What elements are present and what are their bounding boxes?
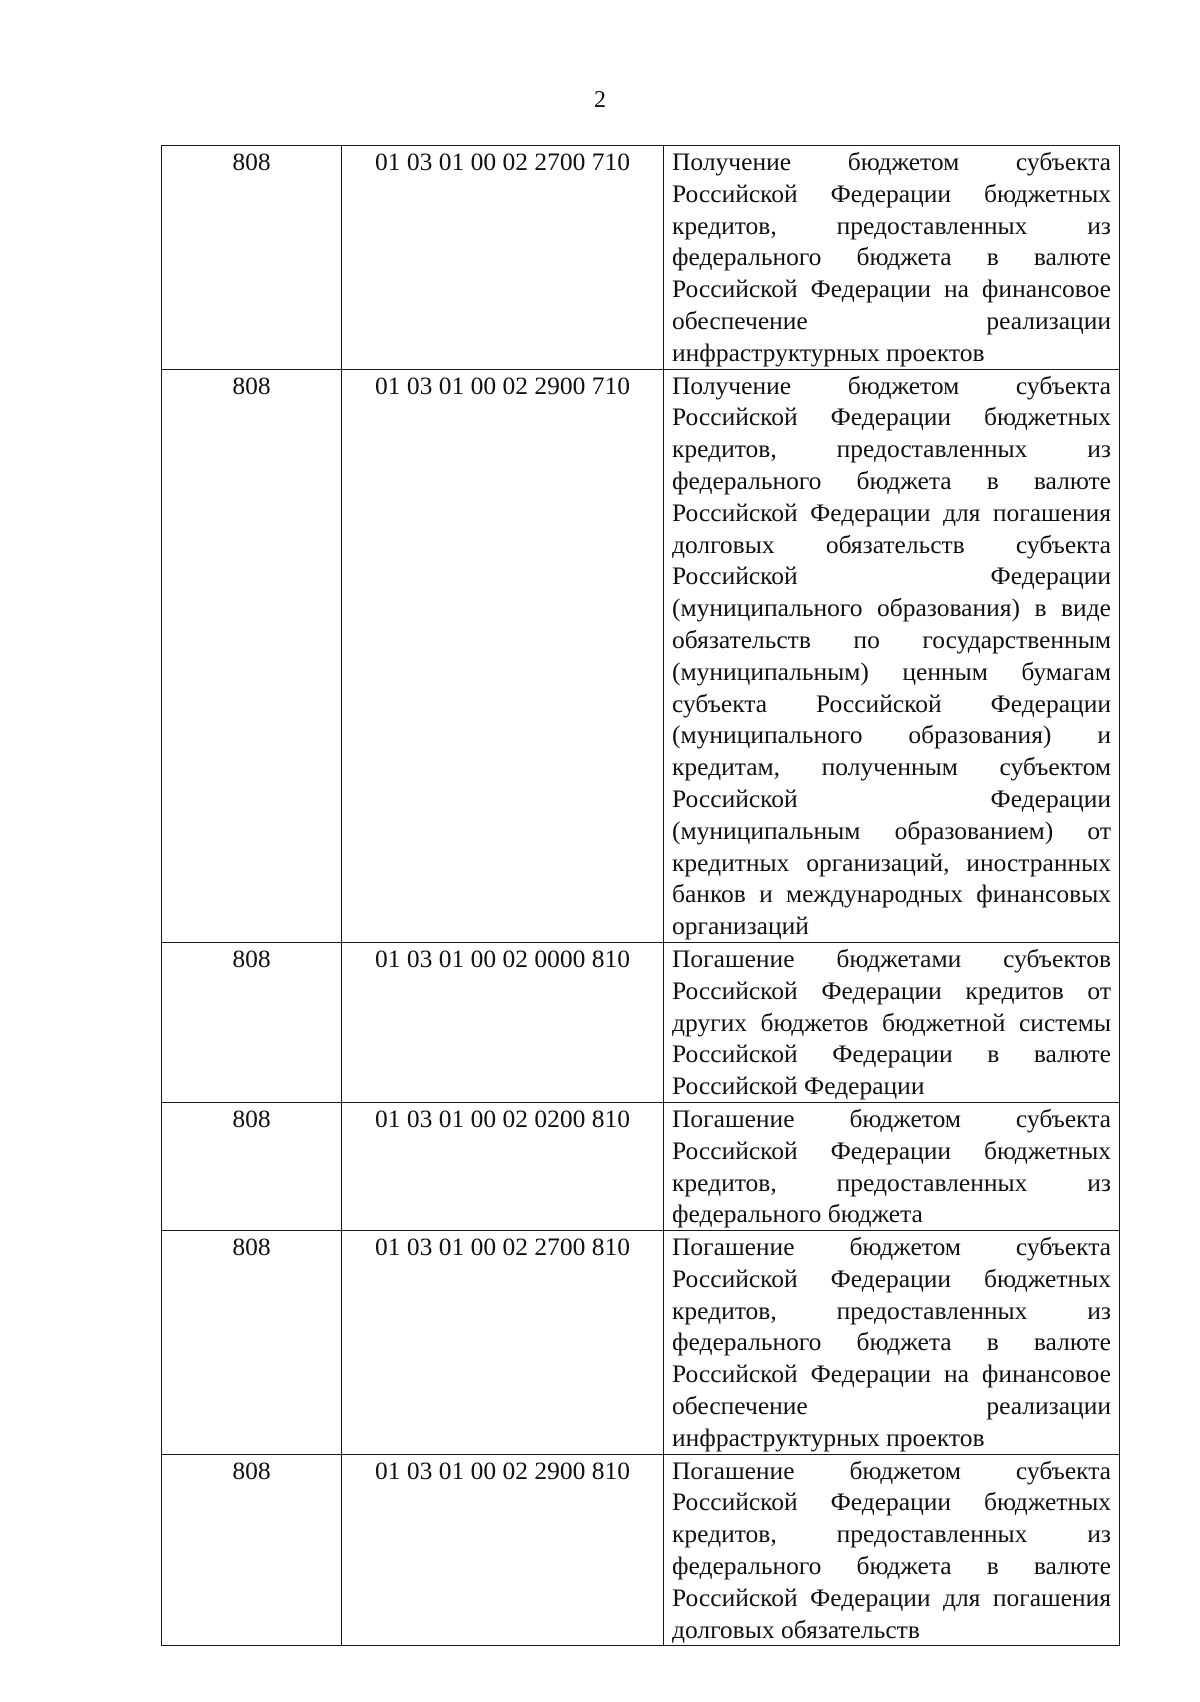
description-cell: Получение бюджетом субъекта Российской Федерации бюджетных кредитов, предоставленных из федерального бюджета в валюте Российской Федерации для погашения долговых обязательств субъекта Российской Федерации (муниципального образования) в виде обязательств по государственным (муниципальным) ценным бумагам субъекта Российской Федерации (муниципального образования) и кредитам, полученным субъектом Российской Федерации (муниципальным образованием) от кредитных организаций, иностранных банков и международных финансовых организаций: [664, 369, 1120, 942]
description-cell: Погашение бюджетом субъекта Российской Федерации бюджетных кредитов, предоставленных из федерального бюджета в валюте Российской Федерации на финансовое обеспечение реализации инфраструктурных проектов: [664, 1231, 1120, 1455]
description-cell: Погашение бюджетами субъектов Российской Федерации кредитов от других бюджетов бюджетной системы Российской Федерации в валюте Российской Федерации: [664, 942, 1120, 1102]
admin-code-cell: 808: [162, 942, 342, 1102]
admin-code-cell: 808: [162, 1231, 342, 1455]
description-cell: Погашение бюджетом субъекта Российской Федерации бюджетных кредитов, предоставленных из федерального бюджета в валюте Российской Федерации для погашения долговых обязательств: [664, 1454, 1120, 1646]
admin-code-cell: 808: [162, 1102, 342, 1230]
table-row: [162, 942, 1120, 1102]
budget-codes-table: [161, 145, 1120, 1646]
description-cell: Погашение бюджетом субъекта Российской Федерации бюджетных кредитов, предоставленных из федерального бюджета: [664, 1102, 1120, 1230]
table-row: [162, 1102, 1120, 1230]
table-row: [162, 146, 1120, 370]
admin-code-cell: 808: [162, 146, 342, 370]
budget-code-cell: 01 03 01 00 02 2700 810: [342, 1231, 664, 1455]
table-row: [162, 1231, 1120, 1455]
description-cell: Получение бюджетом субъекта Российской Федерации бюджетных кредитов, предоставленных из федерального бюджета в валюте Российской Федерации на финансовое обеспечение реализации инфраструктурных проектов: [664, 146, 1120, 370]
budget-code-cell: 01 03 01 00 02 0200 810: [342, 1102, 664, 1230]
admin-code-cell: 808: [162, 369, 342, 942]
table-row: [162, 1454, 1120, 1646]
budget-code-cell: 01 03 01 00 02 2900 810: [342, 1454, 664, 1646]
budget-code-cell: 01 03 01 00 02 2700 710: [342, 146, 664, 370]
budget-code-cell: 01 03 01 00 02 2900 710: [342, 369, 664, 942]
budget-code-cell: 01 03 01 00 02 0000 810: [342, 942, 664, 1102]
table-row: [162, 369, 1120, 942]
admin-code-cell: 808: [162, 1454, 342, 1646]
page-number: 2: [594, 87, 606, 113]
